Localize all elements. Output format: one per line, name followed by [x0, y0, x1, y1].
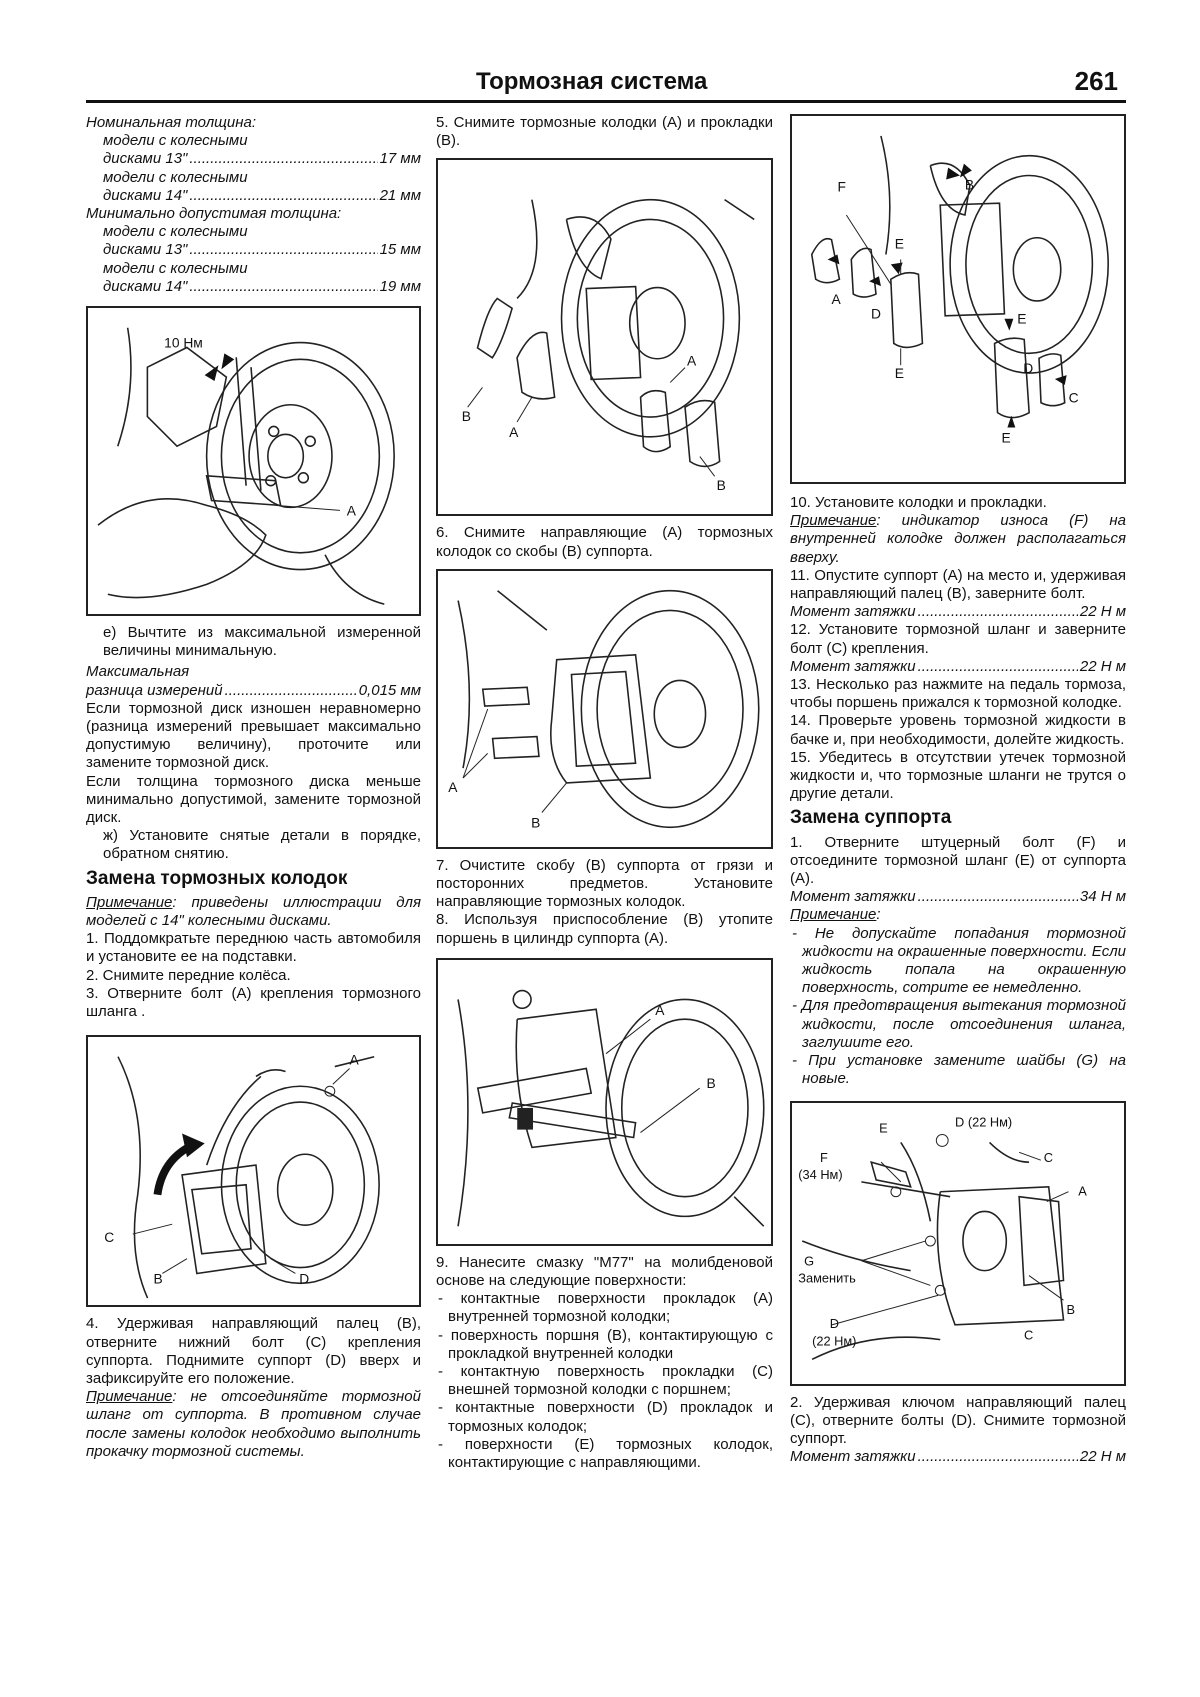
spec-label: дисками 14": [103, 277, 188, 295]
spec-line: модели с колесными: [103, 132, 248, 150]
caliper-note-label: Примечание:: [790, 906, 881, 924]
step-8: 8. Используя приспособление (B) утопите поршень в цилиндр суппорта (A).: [436, 911, 773, 947]
spec-value: 17 мм: [379, 150, 421, 168]
label-e: E: [894, 365, 904, 382]
label-b: B: [153, 1271, 163, 1287]
spec-row: [86, 187, 421, 205]
torque-value: 34 Н м: [1079, 888, 1126, 906]
spec-value: 19 мм: [379, 277, 421, 295]
label-e: E: [894, 235, 904, 252]
torque-label: Момент затяжки: [790, 1448, 916, 1466]
note-label: Примечание: [790, 906, 877, 924]
spec-value: 15 мм: [379, 241, 421, 259]
spec-nominal-label: Номинальная толщина:: [86, 114, 257, 131]
spec-value: 21 мм: [379, 186, 421, 204]
torque-label: Момент затяжки: [790, 657, 916, 675]
page-header: [86, 64, 1126, 103]
label-c-bottom: C: [1024, 1327, 1034, 1343]
figure-disc-measure: [86, 306, 421, 616]
list-item: - поверхность поршня (B), контактирующую с прокладкой внутренней колодки: [438, 1326, 773, 1362]
step-4: 4. Удерживая направляющий палец (B), отверните нижний болт (C) крепления суппорта. Поднимите суппорт (D) вверх и зафиксируйте его положение.: [86, 1315, 421, 1387]
caliper-step-2: 2. Удерживая ключом направляющий палец (C), отверните болты (D). Снимите тормозной суппорт.: [790, 1393, 1126, 1447]
label-c-top: C: [1043, 1149, 1054, 1165]
note-text: : не отсоединяйте тормозной шланг от суппорта. В противном случае после замены колодок необходимо выполнить прокачку тормозной системы.: [86, 1388, 421, 1460]
step-7: 7. Очистите скобу (B) суппорта от грязи и посторонних предметов. Установите направляющие тормозных колодок.: [436, 856, 773, 911]
list-item: - контактную поверхность прокладки (C) внешней тормозной колодки с поршнем;: [438, 1363, 773, 1399]
label-f-torque: (34 Нм): [798, 1166, 843, 1182]
label-a: A: [655, 1003, 665, 1019]
list-item: - поверхности (E) тормозных колодок, контактирующие с направляющими.: [438, 1435, 773, 1472]
step-1: 1. Поддомкратьте переднюю часть автомобиля и установите ее на подставки.: [86, 930, 421, 966]
torque-value: 22 Н м: [1079, 1448, 1126, 1466]
note-text: : приведены иллюстрации для моделей с 14" колесными дисками.: [86, 893, 421, 930]
figure-pads-install: [790, 114, 1126, 484]
torque-row: [790, 658, 1126, 676]
label-d: D: [871, 305, 882, 322]
caliper-step-1: 1. Отверните штуцерный болт (F) и отсоедините тормозной шланг (E) от суппорта (A).: [790, 833, 1126, 888]
caliper-bolts-illustration: [88, 1037, 419, 1305]
spec-label: дисками 14": [103, 186, 188, 204]
torque-row: [790, 603, 1126, 621]
torque-row: [790, 1448, 1126, 1466]
step-14: 14. Проверьте уровень тормозной жидкости в бачке и, при необходимости, долейте жидкость.: [790, 712, 1126, 748]
label-b: B: [716, 477, 726, 494]
step-zh: ж) Установите снятые детали в порядке, обратном снятию.: [103, 827, 421, 863]
torque-row: [790, 888, 1126, 906]
label-d-torque: (22 Нм): [812, 1333, 857, 1349]
label-a: A: [1078, 1183, 1087, 1199]
spec-line: модели с колесными: [103, 223, 248, 241]
torque-label: 10 Нм: [164, 334, 203, 351]
step-6: 6. Снимите направляющие (A) тормозных колодок со скобы (B) суппорта.: [436, 524, 773, 560]
step-5: 5. Снимите тормозные колодки (A) и прокладки (B).: [436, 114, 773, 150]
figure-caliper-bolts: [86, 1035, 421, 1307]
list-item: - контактные поверхности прокладок (A) внутренней тормозной колодки;: [438, 1290, 773, 1326]
max-label: Максимальная: [86, 663, 190, 681]
label-e: E: [1017, 310, 1027, 327]
label-a: A: [448, 779, 458, 795]
note-10: [790, 512, 1126, 567]
step-10: 10. Установите колодки и прокладки.: [790, 494, 1047, 511]
label-a: A: [509, 424, 519, 441]
figure-guides-removal: [436, 569, 773, 849]
torque-value: 22 Н м: [1079, 657, 1126, 675]
step-15: 15. Убедитесь в отсутствии утечек тормозной жидкости и, что тормозные шланги не трутся о другие детали.: [790, 748, 1126, 803]
note-4: [86, 1388, 421, 1461]
step-12: 12. Установите тормозной шланг и заверните болт (C) крепления.: [790, 621, 1126, 657]
label-g: G: [804, 1253, 815, 1269]
section-heading-pads: Замена тормозных колодок: [86, 867, 348, 889]
caliper-removal-illustration: [792, 1103, 1124, 1384]
thin-text: Если толщина тормозного диска меньше минимально допустимой, замените тормозной диск.: [86, 772, 421, 827]
figure-caliper-removal: [790, 1101, 1126, 1386]
spec-row: [86, 241, 421, 259]
note-label: Примечание: [86, 893, 173, 911]
label-a: A: [687, 353, 697, 370]
label-c: C: [1068, 389, 1079, 406]
label-replace: Заменить: [798, 1269, 856, 1285]
label-f: F: [837, 178, 846, 195]
section-heading-caliper: Замена суппорта: [790, 807, 952, 829]
figure-pads-removal: [436, 158, 773, 516]
caliper-note-item: - При установке замените шайбы (G) на новые.: [792, 1052, 1126, 1088]
label-d: D: [1023, 360, 1034, 377]
label-d: D: [299, 1271, 310, 1287]
label-b: B: [531, 815, 541, 831]
spec-label: дисками 13": [103, 241, 188, 259]
torque-label: Момент затяжки: [790, 603, 916, 621]
step-9: 9. Нанесите смазку "M77" на молибденовой основе на следующие поверхности:: [436, 1253, 773, 1290]
figure-piston-press: [436, 958, 773, 1246]
caliper-note-item: - Не допускайте попадания тормозной жидкости на окрашенные поверхности. Если жидкость попала на окрашенную поверхность, сотрите ее немедленно.: [792, 924, 1126, 997]
spec-label: разница измерений: [86, 681, 223, 699]
pads-install-illustration: [792, 116, 1124, 482]
note-text: : индикатор износа (F) на внутренней колодке должен располагаться вверху.: [790, 512, 1126, 566]
spec-min-label: Минимально допустимая толщина:: [86, 205, 342, 223]
spec-value: 0,015 мм: [358, 681, 421, 699]
list-item: - контактные поверхности (D) прокладок и тормозных колодок;: [438, 1399, 773, 1435]
spec-line: модели с колесными: [103, 168, 248, 186]
step-3: 3. Отверните болт (A) крепления тормозного шланга .: [86, 984, 421, 1021]
note-pads: [86, 894, 421, 930]
spec-line: модели с колесными: [103, 259, 248, 277]
label-a: A: [349, 1052, 359, 1068]
page-title: Тормозная система: [476, 68, 708, 95]
label-b: B: [461, 408, 471, 425]
step-2: 2. Снимите передние колёса.: [86, 966, 291, 984]
torque-value: 22 Н м: [1079, 603, 1126, 621]
label-e: E: [879, 1120, 888, 1136]
label-a: A: [831, 290, 841, 307]
step-e: е) Вычтите из максимальной измеренной величины минимальную.: [103, 624, 421, 660]
uneven-text: Если тормозной диск изношен неравномерно (разница измерений превышает максимально допустимую величину), проточите или замените тормозной диск.: [86, 699, 421, 772]
label-f: F: [819, 1149, 828, 1165]
label-b: B: [706, 1076, 716, 1092]
label-e: E: [1001, 429, 1011, 446]
disc-measure-illustration: [88, 308, 419, 614]
step-13: 13. Несколько раз нажмите на педаль тормоза, чтобы поршень прижался к тормозной колодке.: [790, 676, 1126, 712]
label-d-top: D (22 Нм): [955, 1114, 1013, 1130]
pads-removal-illustration: [438, 160, 771, 514]
label-d: D: [829, 1315, 840, 1331]
spec-row: [86, 150, 421, 168]
spec-row-max: [86, 682, 421, 700]
column-2: [436, 114, 773, 1472]
torque-label: Момент затяжки: [790, 888, 916, 906]
caliper-note-item: - Для предотвращения вытекания тормозной жидкости, после отсоединения шланга, заглушите его.: [792, 997, 1126, 1051]
label-c: C: [104, 1230, 115, 1246]
column-3: [790, 114, 1126, 1466]
note-label: Примечание: [790, 512, 877, 530]
label-b: B: [964, 176, 975, 193]
note-label: Примечание: [86, 1388, 173, 1406]
piston-press-illustration: [438, 960, 771, 1244]
step-11: 11. Опустите суппорт (A) на место и, удерживая направляющий палец (B), заверните болт.: [790, 566, 1126, 603]
label-b: B: [1066, 1301, 1076, 1317]
column-1: [86, 114, 421, 1461]
label-a: A: [346, 502, 356, 519]
page-number: 261: [1074, 66, 1118, 96]
guides-removal-illustration: [438, 571, 771, 847]
spec-row: [86, 278, 421, 296]
spec-label: дисками 13": [103, 150, 188, 168]
